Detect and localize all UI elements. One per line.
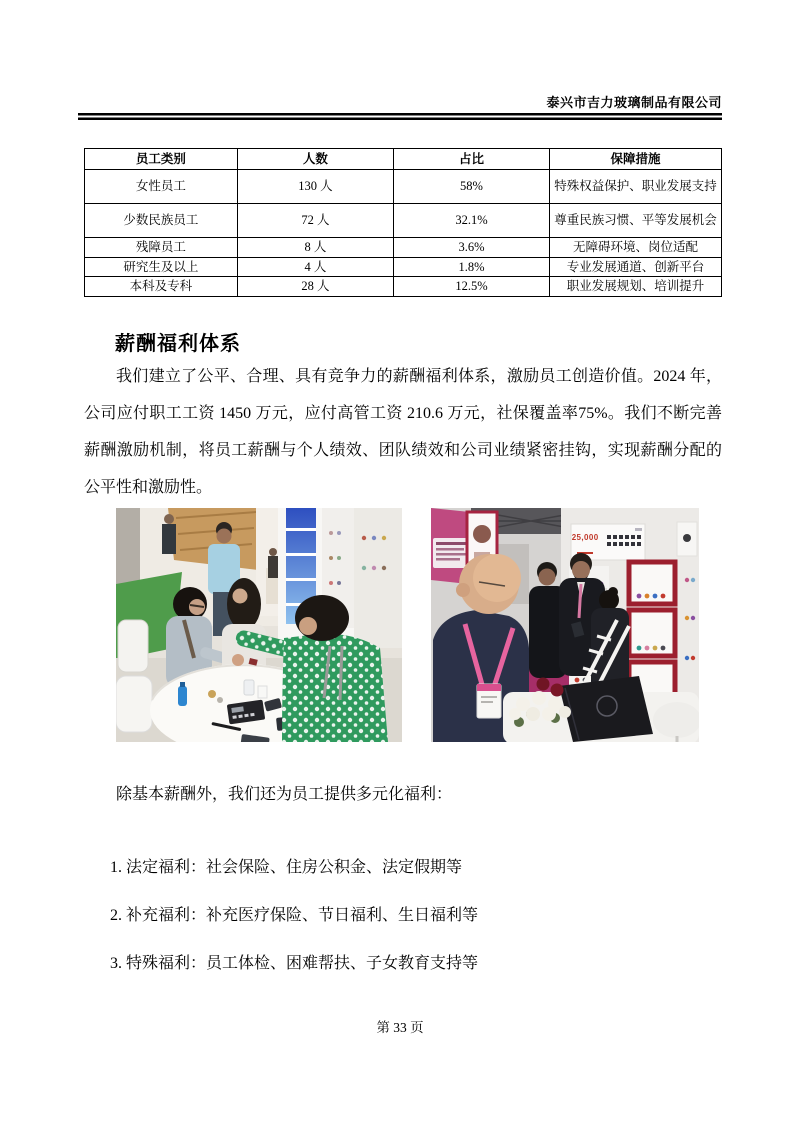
col-header-ratio: 占比	[393, 149, 549, 170]
header-divider	[78, 113, 722, 120]
benefit-item-special: 3. 特殊福利：员工体检、困难帮扶、子女教育支持等	[110, 955, 479, 972]
cell-measures: 职业发展规划、培训提升	[550, 277, 722, 296]
benefit-item-supplementary: 2. 补充福利：补充医疗保险、节日福利、生日福利等	[110, 907, 479, 924]
header-company-name: 泰兴市吉力玻璃制品有限公司	[546, 95, 722, 110]
table-row	[85, 238, 722, 258]
cell-category: 研究生及以上	[85, 258, 238, 277]
cell-ratio: 3.6%	[393, 238, 549, 258]
benefits-intro: 除基本薪酬外，我们还为员工提供多元化福利：	[116, 786, 453, 803]
section-paragraph: 我们建立了公平、合理、具有竞争力的薪酬福利体系，激励员工创造价值。2024 年，公司应付职工工资 1450 万元，应付高管工资 210.6 万元，社保覆盖率75%。我们不断完善薪酬激励机制，将员工薪酬与个人绩效、团队绩效和公司业绩紧密挂钩，实现薪酬分配的公平性和激励性。	[84, 368, 722, 496]
booth-sign-text: 25,000	[571, 532, 599, 542]
section-heading: 薪酬福利体系	[115, 333, 241, 355]
workforce-table	[84, 148, 722, 297]
cell-category: 本科及专科	[85, 277, 238, 296]
table-row	[85, 277, 722, 296]
table-header-row	[85, 149, 722, 170]
benefits-list	[110, 857, 722, 1001]
benefit-item-statutory: 1. 法定福利：社会保险、住房公积金、法定假期等	[110, 859, 463, 876]
cell-category: 残障员工	[85, 238, 238, 258]
table-row	[85, 258, 722, 277]
cell-measures: 专业发展通道、创新平台	[550, 258, 722, 277]
cell-count: 4 人	[237, 258, 393, 277]
cell-ratio: 1.8%	[393, 258, 549, 277]
exhibition-booth-illustration	[431, 508, 699, 742]
cell-measures: 尊重民族习惯、平等发展机会	[550, 204, 722, 238]
page-number: 第 33 页	[376, 1020, 424, 1035]
cell-count: 130 人	[237, 170, 393, 204]
col-header-measures: 保障措施	[550, 149, 722, 170]
photo-trade-show-meeting	[116, 508, 402, 742]
col-header-category: 员工类别	[85, 149, 238, 170]
cell-ratio: 58%	[393, 170, 549, 204]
table-row	[85, 204, 722, 238]
cell-category: 女性员工	[85, 170, 238, 204]
trade-show-meeting-illustration	[116, 508, 402, 742]
cell-count: 72 人	[237, 204, 393, 238]
cell-category: 少数民族员工	[85, 204, 238, 238]
table-row	[85, 170, 722, 204]
col-header-count: 人数	[237, 149, 393, 170]
cell-count: 8 人	[237, 238, 393, 258]
photo-row	[116, 508, 699, 742]
photo-exhibition-booth	[431, 508, 699, 742]
cell-ratio: 32.1%	[393, 204, 549, 238]
cell-count: 28 人	[237, 277, 393, 296]
cell-ratio: 12.5%	[393, 277, 549, 296]
cell-measures: 无障碍环境、岗位适配	[550, 238, 722, 258]
cell-measures: 特殊权益保护、职业发展支持	[550, 170, 722, 204]
